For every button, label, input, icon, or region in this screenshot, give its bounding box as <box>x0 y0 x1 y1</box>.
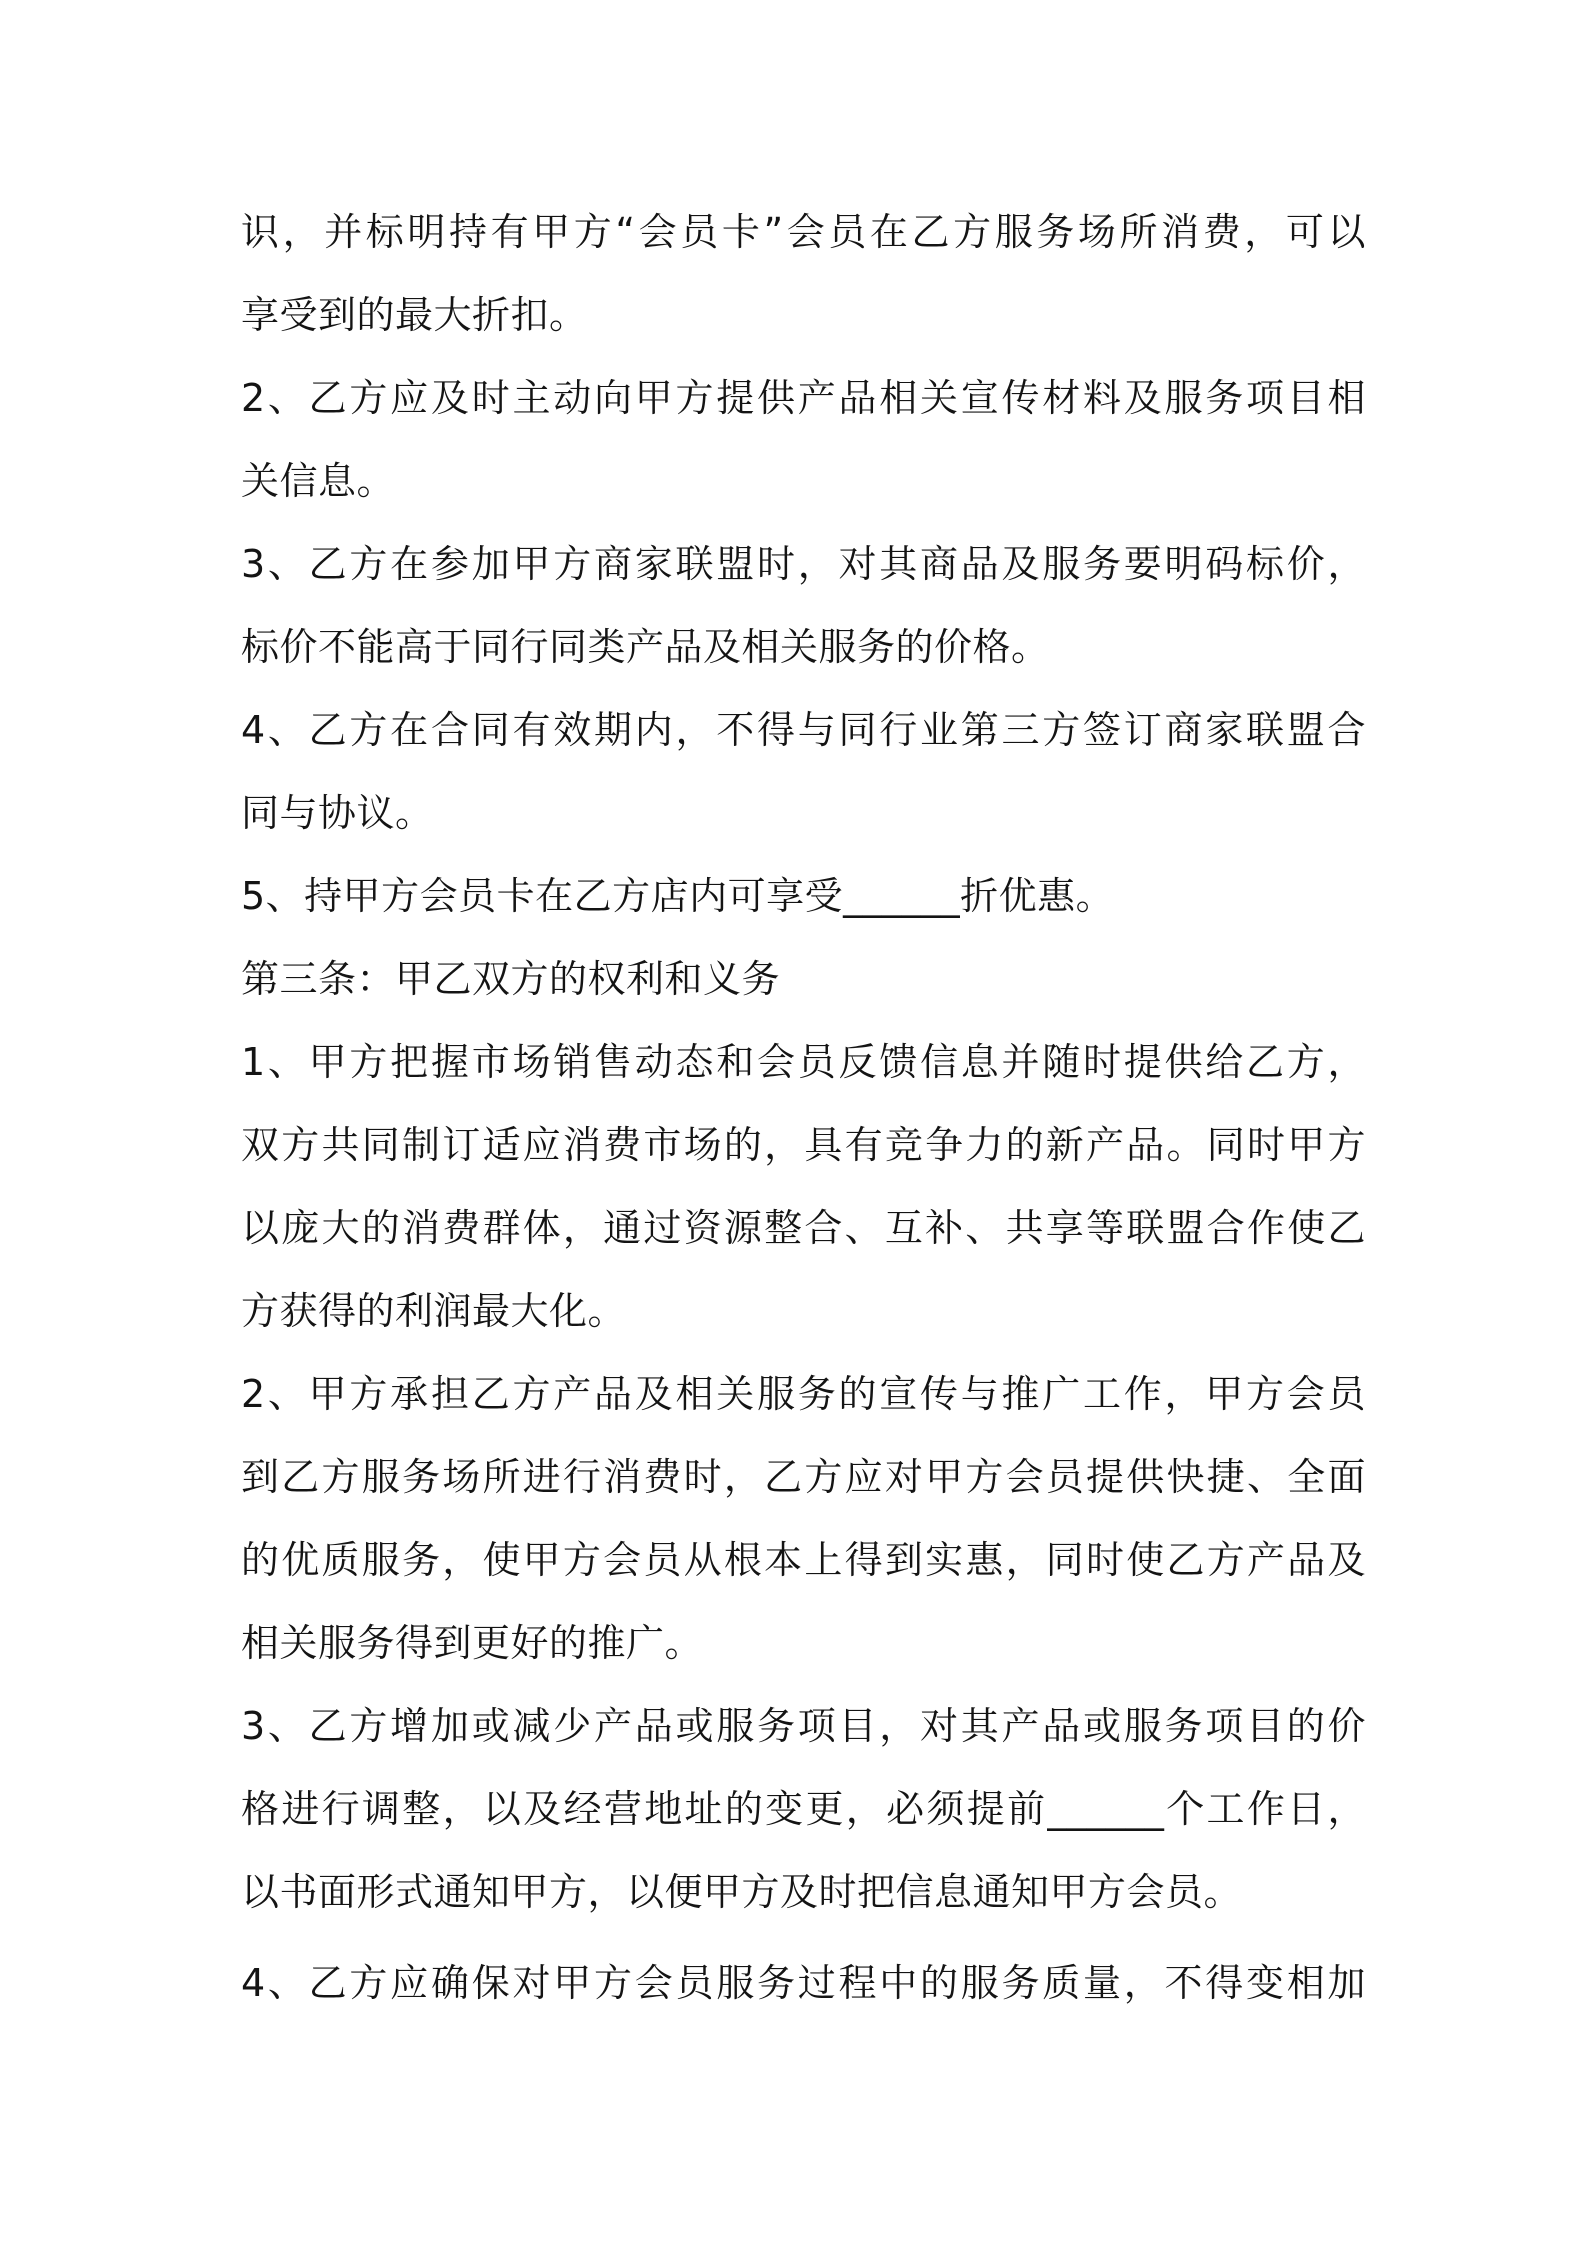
text-line-21: 以书面形式通知甲方，以便甲方及时把信息通知甲方会员。 <box>241 1870 1243 1914</box>
text-line-7: 4、乙方在合同有效期内，不得与同行业第三方签订商家联盟合 <box>241 708 1366 752</box>
text-line-15: 2、甲方承担乙方产品及相关服务的宣传与推广工作，甲方会员 <box>241 1372 1366 1416</box>
text-line-3: 2、乙方应及时主动向甲方提供产品相关宣传材料及服务项目相 <box>241 376 1366 420</box>
text-line-13: 以庞大的消费群体，通过资源整合、互补、共享等联盟合作使乙 <box>241 1206 1366 1250</box>
text-line-9: 5、持甲方会员卡在乙方店内可享受______折优惠。 <box>241 874 1115 918</box>
text-line-22: 4、乙方应确保对甲方会员服务过程中的服务质量，不得变相加 <box>241 1961 1366 2005</box>
text-line-18: 相关服务得到更好的推广。 <box>241 1621 704 1665</box>
text-line-17: 的优质服务，使甲方会员从根本上得到实惠，同时使乙方产品及 <box>241 1538 1366 1582</box>
text-line-6: 标价不能高于同行同类产品及相关服务的价格。 <box>241 625 1050 669</box>
text-line-16: 到乙方服务场所进行消费时，乙方应对甲方会员提供快捷、全面 <box>241 1455 1366 1499</box>
text-line-20: 格进行调整，以及经营地址的变更，必须提前______个工作日， <box>241 1787 1366 1831</box>
text-line-8: 同与协议。 <box>241 791 434 835</box>
text-line-4: 关信息。 <box>241 459 396 503</box>
text-line-1: 识，并标明持有甲方“会员卡”会员在乙方服务场所消费，可以 <box>241 210 1366 254</box>
text-line-12: 双方共同制订适应消费市场的，具有竞争力的新产品。同时甲方 <box>241 1123 1366 1167</box>
text-line-2: 享受到的最大折扣。 <box>241 293 588 337</box>
text-line-5: 3、乙方在参加甲方商家联盟时，对其商品及服务要明码标价， <box>241 542 1366 586</box>
text-line-11: 1、甲方把握市场销售动态和会员反馈信息并随时提供给乙方， <box>241 1040 1366 1084</box>
text-line-19: 3、乙方增加或减少产品或服务项目，对其产品或服务项目的价 <box>241 1704 1366 1748</box>
section-heading-article-3: 第三条：甲乙双方的权利和义务 <box>241 957 781 1001</box>
text-line-14: 方获得的利润最大化。 <box>241 1289 627 1333</box>
